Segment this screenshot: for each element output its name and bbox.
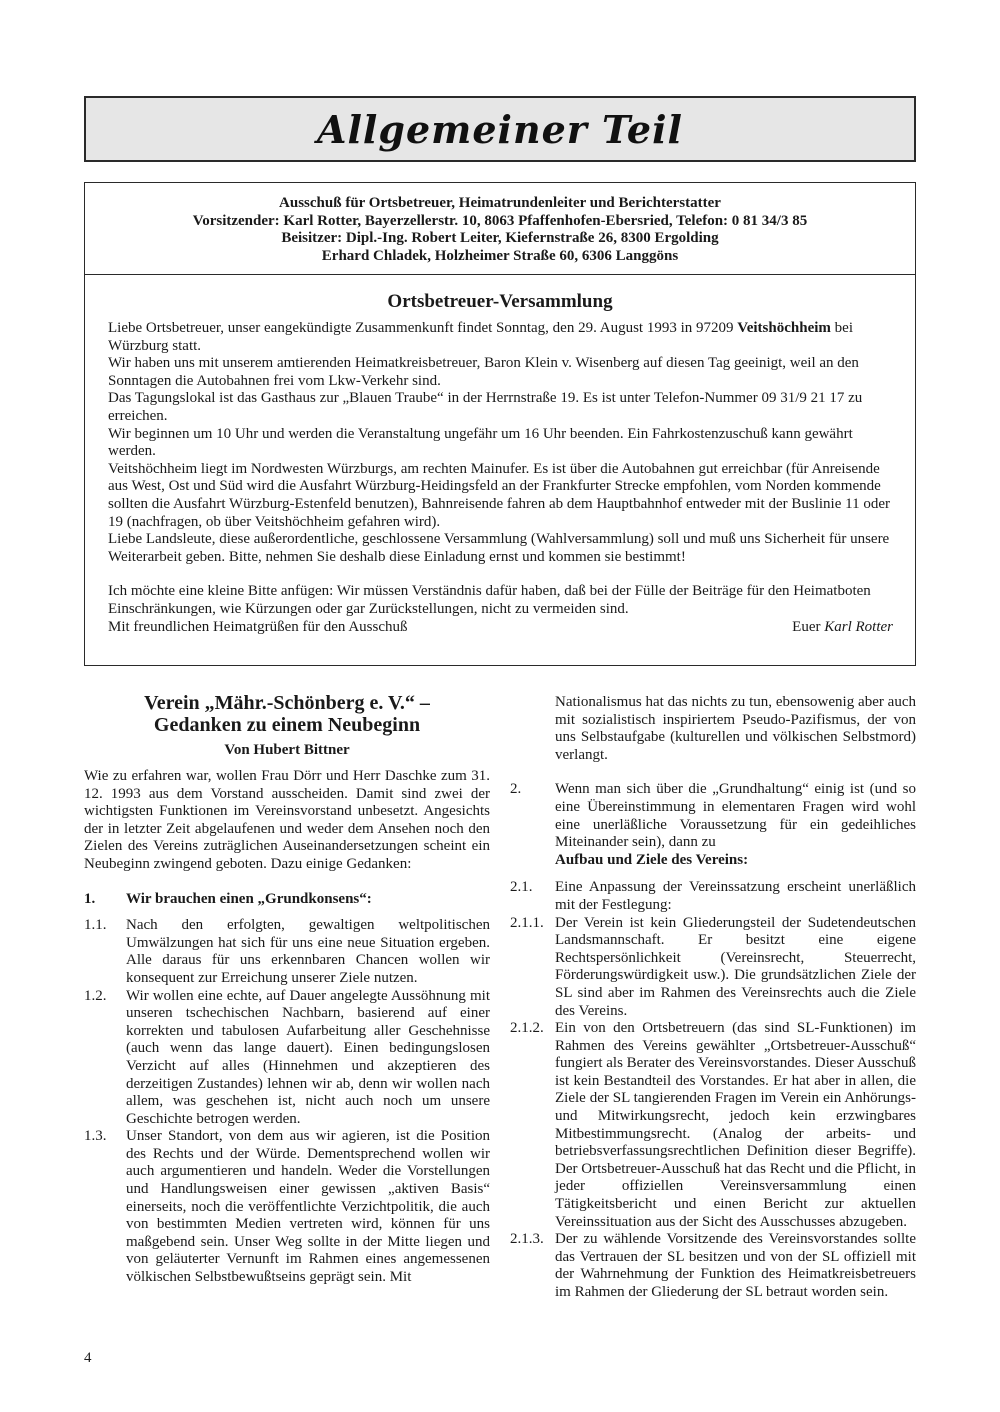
- item-number: 1.1.: [84, 917, 107, 934]
- item-text: Eine Anpassung der Vereinssatzung erscheint unerläßlich mit der Festlegung:: [555, 879, 916, 913]
- item-text: Ein von den Ortsbetreuern (das sind SL-Funktionen) im Rahmen des Vereins gewählter „Ortsbetreuer-Ausschuß“ fungiert als Berater des Vereinsvorstandes. Dieser Ausschuß ist kein Bestandteil des Vorstandes. Er hat aber in allen, die Ziele der SL tangierenden Fragen im Verein ein Anhörungs- und Mitwirkungsrecht, jedoch kein erzwingbares Mitbestimmungsrecht. (Analog der arbeits- und betriebsverfassungsrechtlichen Definition dieser Begriffe). Der Ortsbetreuer-Ausschuß hat das Recht und die Pflicht, in jeder offiziellen Vereinsversammlung einen Tätigkeitsbericht und einen Bericht zur aktuellen Vereinssituation aus der Sicht des Ausschusses abzugeben.: [555, 1020, 916, 1230]
- list-item: [510, 781, 916, 869]
- list-item: [84, 1128, 490, 1286]
- section-banner: [84, 96, 916, 162]
- section-heading: [84, 891, 490, 909]
- meeting-paragraph: Veitshöchheim liegt im Nordwesten Würzburgs, am rechten Mainufer. Es ist über die Autobahnen gut erreichbar (für Anreisende aus West, Ost und Süd wird die Ausfahrt Würzburg-Heidingsfeld an der Frankfurter Strecke empfohlen, vom Norden kommende sollten die Ausfahrt Würzburg-Estenfeld benutzen), Bahnreisende fahren ab dem Hauptbahnhof entweder mit der Buslinie 11 oder 19 (nachfragen, ob über Veitshöchheim gefahren wird).: [108, 460, 890, 530]
- banner-title: Allgemeiner Teil: [317, 106, 683, 152]
- meeting-body: [85, 320, 915, 636]
- list-item: [510, 1231, 916, 1301]
- section-heading-text: Wir brauchen einen „Grundkonsens“:: [126, 890, 372, 907]
- item-number: 1.2.: [84, 987, 107, 1004]
- signature-name: Karl Rotter: [824, 618, 893, 635]
- list-item: [84, 988, 490, 1129]
- item-text: [555, 781, 916, 869]
- section-number: 1.: [84, 890, 96, 907]
- meeting-closing: Mit freundlichen Heimatgrüßen für den Ausschuß: [108, 618, 408, 635]
- continued-text: [510, 694, 916, 764]
- item-text: Unser Standort, von dem aus wir agieren, ist die Position des Rechts und der Würde. Dementsprechend wollen wir auch argumentieren und handeln. Weder die Vorstellungen und Handlungsweisen einer gewissen „aktiven Basis“ einerseits, noch die veröffentlichte Verzichtpolitik, die auch von bestimmten Medien vertreten wird, können für uns maßgebend sein. Unser Weg sollte in der Mitte liegen und von geläuterter Vernunft im Rahmen eines angemessenen völkischen Selbstbewußtseins geprägt sein. Mit: [126, 1128, 490, 1286]
- article-column-right: [510, 694, 916, 1302]
- article-header: [84, 692, 490, 759]
- item-number: 2.1.2.: [510, 1020, 544, 1037]
- list-item: [84, 917, 490, 987]
- item-number: 2.1.1.: [510, 914, 544, 931]
- item-number: 2.1.: [510, 879, 533, 896]
- item-text: Nach den erfolgten, gewaltigen weltpolitischen Umwälzungen hat sich für uns eine neue Situation ergeben. Alle daraus für uns erkennbaren Chancen wollen wir konsequent zur Erreichung unserer Ziele nutzen.: [126, 917, 490, 986]
- article-title-line-1: Verein „Mähr.-Schönberg e. V.“ –: [144, 692, 430, 714]
- meeting-paragraph: Das Tagungslokal ist das Gasthaus zur „Blauen Traube“ in der Herrnstraße 19. Es ist unter Telefon-Nummer 09 31/9 21 17 zu erreichen.: [108, 390, 863, 424]
- meeting-text: Liebe Ortsbetreuer, unser eangekündigte Zusammenkunft findet Sonntag, den 29. August 1993 in 97209: [108, 320, 738, 336]
- committee-line-3: Beisitzer: Dipl.-Ing. Robert Leiter, Kiefernstraße 26, 8300 Ergolding: [281, 230, 719, 246]
- meeting-title: Ortsbetreuer-Versammlung: [387, 291, 613, 312]
- committee-header: [85, 183, 915, 275]
- meeting-signature-row: [108, 619, 893, 637]
- item-number: 1.3.: [84, 1128, 107, 1145]
- list-item: [510, 879, 916, 914]
- subsection-heading: Aufbau und Ziele des Vereins:: [555, 851, 749, 868]
- meeting-paragraph: Ich möchte eine kleine Bitte anfügen: Wir müssen Verständnis dafür haben, daß bei der Fülle der Beiträge für den Heimatboten Einschränkungen, wie Kürzungen oder gar Zurückstellungen, nicht zu vermeiden sind.: [108, 583, 871, 617]
- committee-line-2: Vorsitzender: Karl Rotter, Bayerzellerstr. 10, 8063 Pfaffenhofen-Ebersried, Telefon: 0 81 34/3 85: [192, 212, 808, 229]
- item-text: Der zu wählende Vorsitzende des Vereinsvorstandes sollte das Vertrauen der SL besitzen und von der SL offiziell mit der Wahrnehmung der Funktion des Heimatkreisbetreuers im Rahmen der Gliederung der SL betraut worden sein.: [555, 1231, 916, 1300]
- item-number: 2.1.3.: [510, 1231, 544, 1248]
- meeting-paragraph: Liebe Landsleute, diese außerordentliche, geschlossene Versammlung (Wahlversammlung) soll und muß uns Sicherheit für unsere Weiterarbeit geben. Bitte, nehmen Sie deshalb diese Einladung ernst und kommen sie bestimmt!: [108, 531, 890, 565]
- meeting-signature: [792, 619, 893, 637]
- item-text: Wir wollen eine echte, auf Dauer angelegte Aussöhnung mit unseren tschechischen Nachbarn, basierend auf einer korrekten und tabulosen Aufarbeitung aller Geschehnisse (auch wenn das lange dauert). Einen bedingungslosen Verzicht auf alles (Hinnehmen und akzeptieren des derzeitigen Zustandes) lehnen wir ab, denn wir wollen nach allem, was geschehen ist, nicht auch noch um unsere Geschichte betrogen werden.: [126, 987, 490, 1127]
- article-intro: Wie zu erfahren war, wollen Frau Dörr und Herr Daschke zum 31. 12. 1993 aus dem Vorstand ausscheiden. Damit sind zwei der wichtigsten Funktionen im Vereinsvorstand unbesetzt. Angesichts der in letzter Zeit abgelaufenen und weder dem Ansehen noch den Zielen des Vereins zuträglichen Auseinandersetzungen scheint ein Neubeginn zwingend geboten. Dazu einige Gedanken:: [84, 768, 490, 872]
- committee-box: [84, 182, 916, 666]
- meeting-paragraph: Wir beginnen um 10 Uhr und werden die Veranstaltung ungefähr um 16 Uhr beenden. Ein Fahrkostenzuschuß kann gewährt werden.: [108, 425, 853, 460]
- meeting-place: Veitshöchheim: [737, 320, 831, 336]
- article-author: Von Hubert Bittner: [224, 742, 350, 758]
- continued-paragraph: Nationalismus hat das nichts zu tun, ebensowenig aber auch mit sozialistisch inspiriertem Pseudo-Pazifismus, der von uns Selbstaufgabe (kulturellen und völkischen Selbstmord) verlangt.: [555, 694, 916, 763]
- list-item: [510, 915, 916, 1021]
- item-text-body: Wenn man sich über die „Grundhaltung“ einig ist (und so eine Übereinstimmung in elementaren Fragen wird wohl eine unerläßliche Voraussetzung für ein gedeihliches Miteinander sein), dann zu: [555, 781, 916, 851]
- meeting-paragraph: [108, 320, 893, 355]
- meeting-paragraph: Wir haben uns mit unserem amtierenden Heimatkreisbetreuer, Baron Klein v. Wisenberg auf diesen Tag geeinigt, weil an den Sonntagen die Autobahnen frei vom Lkw-Verkehr sind.: [108, 355, 859, 389]
- meeting-text: bei Würzburg statt.: [108, 320, 853, 354]
- item-number: 2.: [510, 781, 522, 798]
- item-text: Der Verein ist kein Gliederungsteil der Sudetendeutschen Landsmannschaft. Er besitzt eine eigene Rechtspersönlichkeit (Vereinsrecht, Steuerrecht, Förderungswürdigkeit usw.). Die grundsätzlichen Ziele der SL sind aber im Rahmen des Vereinsrechts auch die Ziele des Vereins.: [555, 914, 916, 1019]
- committee-line-4: Erhard Chladek, Holzheimer Straße 60, 6306 Langgöns: [321, 247, 679, 264]
- signature-prefix: Euer: [792, 618, 825, 635]
- page-number: 4: [84, 1350, 92, 1366]
- article-title-line-2: Gedanken zu einem Neubeginn: [153, 714, 421, 736]
- committee-line-1: Ausschuß für Ortsbetreuer, Heimatrundenleiter und Berichterstatter: [279, 195, 721, 211]
- list-item: [510, 1020, 916, 1231]
- article-column-left: [84, 768, 490, 1287]
